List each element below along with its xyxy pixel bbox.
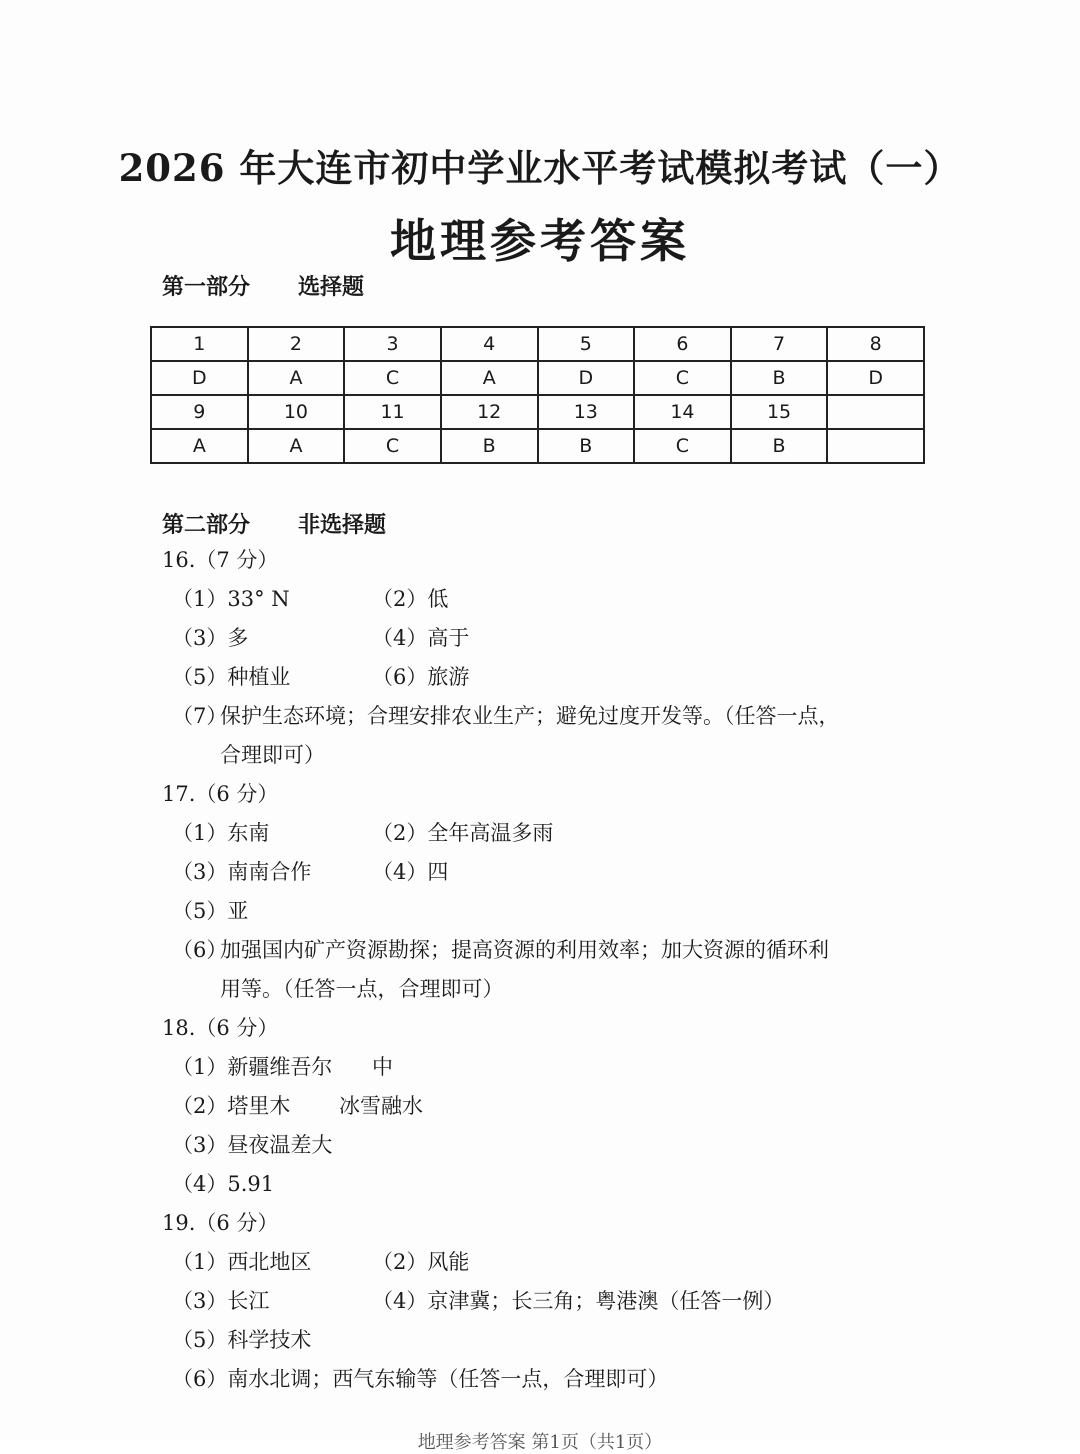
part1-label: 第一部分 [162,274,251,300]
answer-row [162,892,922,931]
answer-19-2: （2）风能 [372,1250,470,1274]
answer-text-line: 保护生态环境；合理安排农业生产；避免过度开发等。（任答一点， [220,704,840,728]
answer-17-1: （1）东南 [172,821,270,845]
table-cell: 3 [344,327,441,361]
table-cell: B [538,429,635,463]
table-cell: A [248,429,345,463]
answer-19-3: （3）长江 [172,1289,270,1313]
answer-16-7 [162,697,922,775]
answer-key-title: 地理参考答案 [390,214,690,268]
answer-16-2: （2）低 [372,587,449,611]
table-cell: D [538,361,635,395]
answer-row [162,1126,922,1165]
answer-19-6: （6）南水北调；西气东输等（任答一点，合理即可） [172,1367,669,1391]
table-cell: 8 [827,327,924,361]
table-cell: 4 [441,327,538,361]
table-cell: C [344,429,441,463]
question-16 [162,541,922,775]
table-cell: D [827,361,924,395]
question-17 [162,775,922,1009]
table-row [151,429,924,463]
table-cell: C [344,361,441,395]
answer-16-3: （3）多 [172,626,249,650]
answer-row [162,1087,922,1126]
table-cell: D [151,361,248,395]
question-17-heading: 17.（6 分） [162,782,279,806]
table-cell: 11 [344,395,441,429]
answer-number: （7） [172,704,228,728]
table-cell: 9 [151,395,248,429]
table-cell: B [731,361,828,395]
answer-row [162,1243,922,1282]
question-19-heading: 19.（6 分） [162,1211,279,1235]
table-row [151,361,924,395]
table-cell [827,429,924,463]
table-cell: 13 [538,395,635,429]
table-cell: A [441,361,538,395]
part1-heading [162,270,364,301]
answer-17-6 [162,931,922,1009]
answer-16-5: （5）种植业 [172,665,291,689]
table-cell: B [441,429,538,463]
answer-19-4: （4）京津冀；长三角；粤港澳（任答一例） [372,1289,785,1313]
answer-text-line: 合理即可） [220,743,325,767]
table-cell: C [634,429,731,463]
answer-18-3: （3）昼夜温差大 [172,1133,333,1157]
answer-17-2: （2）全年高温多雨 [372,821,554,845]
table-cell: 2 [248,327,345,361]
answer-row [162,1360,922,1399]
answer-17-5: （5）亚 [172,899,249,923]
answer-16-4: （4）高于 [372,626,470,650]
answer-row [162,580,922,619]
answer-text-line: 加强国内矿产资源勘探；提高资源的利用效率；加大资源的循环利 [220,938,829,962]
table-row [151,395,924,429]
table-cell: 15 [731,395,828,429]
answer-18-4: （4）5.91 [172,1172,275,1196]
table-cell: 1 [151,327,248,361]
table-cell: A [248,361,345,395]
question-18 [162,1009,922,1204]
answer-18-1: （1）新疆维吾尔 [172,1055,333,1079]
answer-row [162,814,922,853]
question-16-heading: 16.（7 分） [162,548,279,572]
answer-row [162,1048,922,1087]
answer-text-line: 用等。（任答一点，合理即可） [220,977,504,1001]
answer-19-5: （5）科学技术 [172,1328,312,1352]
table-cell: C [634,361,731,395]
answer-18-2b: 冰雪融水 [339,1094,423,1118]
multiple-choice-answer-table [150,326,925,464]
answer-18-2: （2）塔里木 [172,1094,291,1118]
answer-row [162,853,922,892]
table-cell [827,395,924,429]
part2-heading [162,508,386,539]
answer-row [162,619,922,658]
table-cell: B [731,429,828,463]
answer-17-4: （4）四 [372,860,449,884]
question-19 [162,1204,922,1399]
table-cell: 14 [634,395,731,429]
part2-name: 非选择题 [298,512,387,538]
answer-16-1: （1）33° N [172,587,290,611]
answer-number: （6） [172,938,228,962]
table-row [151,327,924,361]
part1-name: 选择题 [298,274,365,300]
table-cell: 12 [441,395,538,429]
table-cell: 10 [248,395,345,429]
answer-18-1b: 中 [372,1055,393,1079]
answer-row [162,1282,922,1321]
table-cell: 5 [538,327,635,361]
table-cell: 7 [731,327,828,361]
answer-17-3: （3）南南合作 [172,860,312,884]
exam-title: 2026 年大连市初中学业水平考试模拟考试（一） [118,146,962,190]
question-18-heading: 18.（6 分） [162,1016,279,1040]
answer-row [162,658,922,697]
answer-row [162,1321,922,1360]
answer-16-6: （6）旅游 [372,665,470,689]
answer-row [162,1165,922,1204]
table-cell: 6 [634,327,731,361]
answer-19-1: （1）西北地区 [172,1250,312,1274]
part2-label: 第二部分 [162,512,251,538]
page-footer: 地理参考答案 第1页（共1页） [417,1432,663,1453]
table-cell: A [151,429,248,463]
